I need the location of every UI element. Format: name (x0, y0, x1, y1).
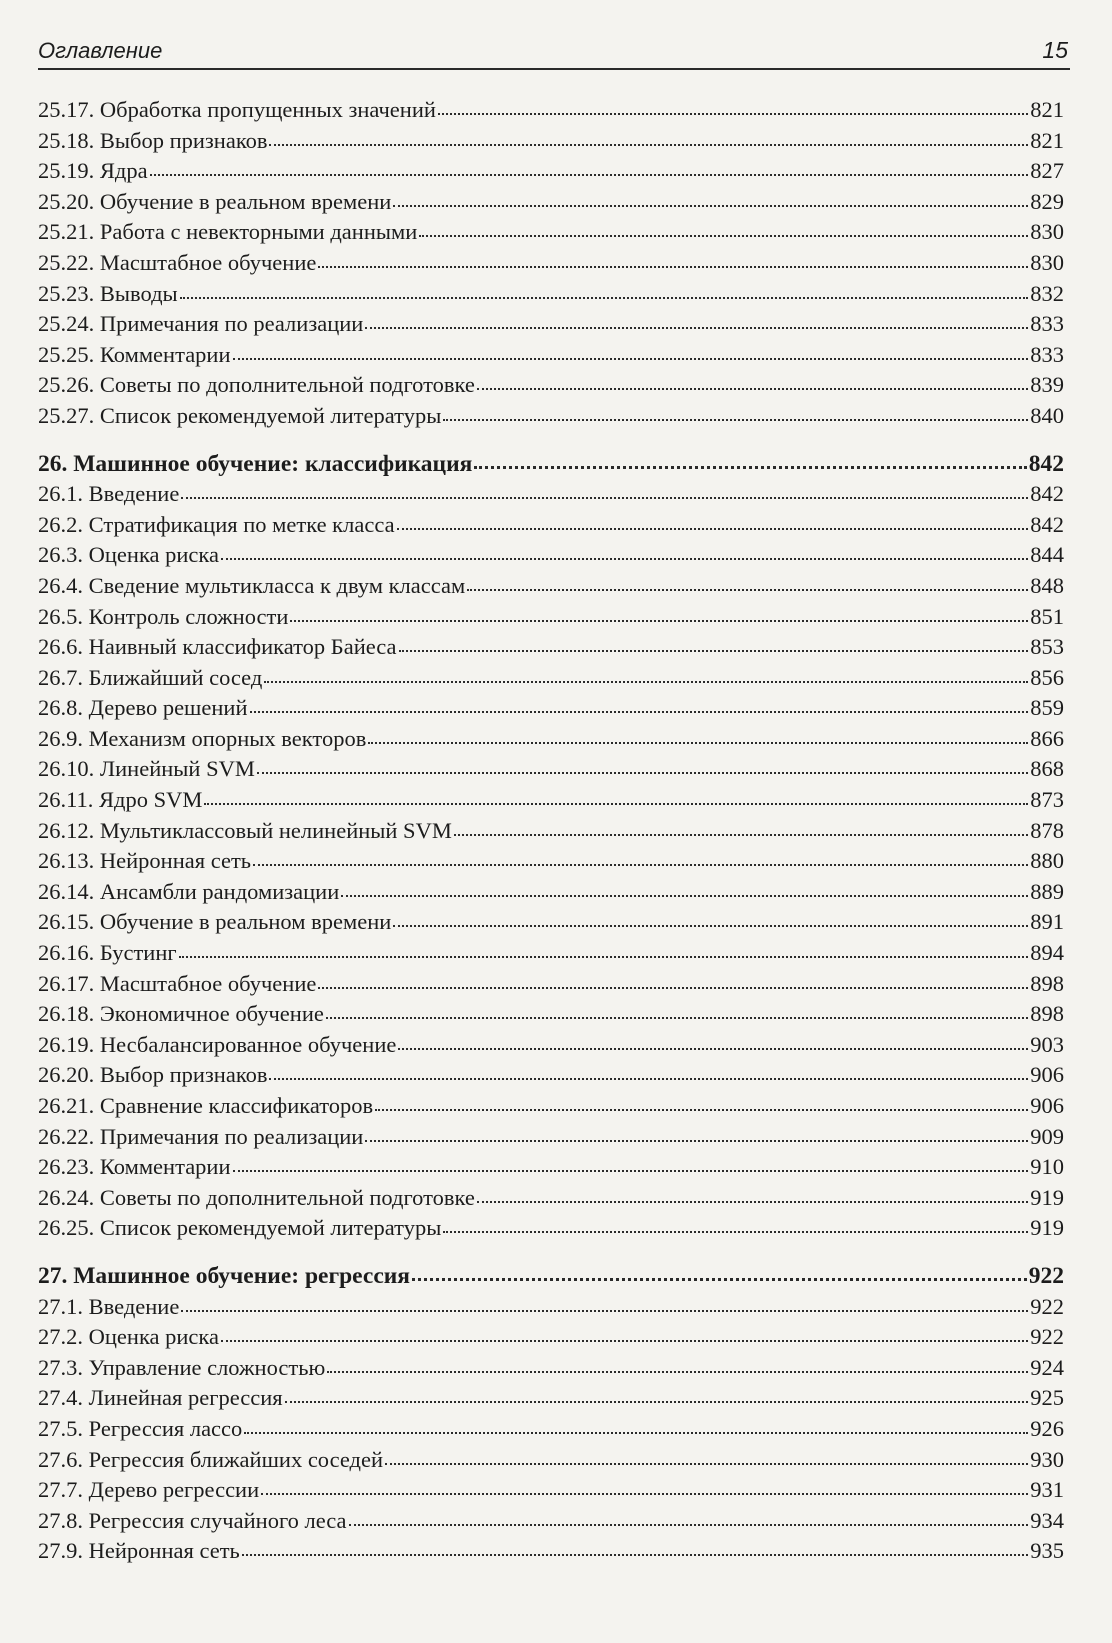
entry-title: 26.8. Дерево решений (38, 695, 248, 721)
entry-title: 26.5. Контроль сложности (38, 603, 289, 629)
toc-entry[interactable] (38, 479, 1064, 510)
toc-entry[interactable] (38, 217, 1064, 248)
dot-leader (264, 677, 1028, 683)
entry-title: 26.25. Список рекомендуемой литературы (38, 1215, 442, 1241)
dot-leader (253, 860, 1028, 866)
entry-page: 842 (1030, 511, 1064, 537)
entry-title: 26.15. Обучение в реальном времени (38, 909, 392, 935)
entry-title: 25.26. Советы по дополнительной подготовке (38, 372, 475, 398)
entry-page: 898 (1030, 1001, 1064, 1027)
entry-page: 889 (1030, 878, 1064, 904)
toc-entry[interactable] (38, 1536, 1064, 1567)
entry-page: 919 (1030, 1215, 1064, 1241)
toc-entry[interactable] (38, 540, 1064, 571)
entry-page: 924 (1030, 1354, 1064, 1380)
entry-title: 26.22. Примечания по реализации (38, 1123, 364, 1149)
entry-title: 27.1. Введение (38, 1293, 180, 1319)
entry-page: 840 (1030, 402, 1064, 428)
entry-title: 26.1. Введение (38, 481, 180, 507)
entry-title: 27.8. Регрессия случайного леса (38, 1507, 347, 1533)
table-of-contents (38, 95, 1064, 1567)
entry-page: 910 (1030, 1154, 1064, 1180)
toc-entry[interactable] (38, 1152, 1064, 1183)
dot-leader (181, 1306, 1028, 1312)
entry-title: 27.6. Регрессия ближайших соседей (38, 1446, 384, 1472)
toc-entry[interactable] (38, 370, 1064, 401)
dot-leader (365, 323, 1028, 329)
entry-page: 935 (1030, 1538, 1064, 1564)
toc-entry[interactable] (38, 571, 1064, 602)
toc-entry[interactable] (38, 969, 1064, 1000)
chapter-title: 26. Машинное обучение: классификация (38, 450, 473, 477)
entry-page: 898 (1030, 970, 1064, 996)
entry-title: 26.12. Мультиклассовый нелинейный SVM (38, 817, 452, 843)
dot-leader (398, 1044, 1028, 1050)
chapter-title: 27. Машинное обучение: регрессия (38, 1262, 411, 1289)
toc-entry[interactable] (38, 1322, 1064, 1353)
entry-title: 26.19. Несбалансированное обучение (38, 1031, 397, 1057)
entry-page: 922 (1030, 1293, 1064, 1319)
dot-leader (221, 554, 1028, 560)
entry-title: 26.6. Наивный классификатор Байеса (38, 634, 397, 660)
dot-leader (181, 493, 1028, 499)
toc-entry[interactable] (38, 632, 1064, 663)
chapter-page: 842 (1028, 450, 1064, 477)
entry-page: 827 (1030, 158, 1064, 184)
dot-leader (365, 1136, 1028, 1142)
entry-page: 891 (1030, 909, 1064, 935)
toc-entry[interactable] (38, 1383, 1064, 1414)
entry-title: 25.18. Выбор признаков (38, 127, 268, 153)
entry-title: 25.23. Выводы (38, 280, 178, 306)
toc-entry[interactable] (38, 1475, 1064, 1506)
dot-leader (244, 1428, 1028, 1434)
entry-page: 878 (1030, 817, 1064, 843)
toc-entry[interactable] (38, 1060, 1064, 1091)
entry-title: 26.4. Сведение мультикласса к двум классам (38, 572, 466, 598)
dot-leader (204, 799, 1028, 805)
toc-entry[interactable] (38, 1445, 1064, 1476)
page-number: 15 (1042, 37, 1068, 63)
dot-leader (250, 707, 1029, 713)
entry-title: 26.20. Выбор признаков (38, 1062, 268, 1088)
toc-entry[interactable] (38, 340, 1064, 371)
toc-entry[interactable] (38, 309, 1064, 340)
toc-entry[interactable] (38, 907, 1064, 938)
dot-leader (233, 1166, 1029, 1172)
entry-title: 26.23. Комментарии (38, 1154, 231, 1180)
dot-leader (318, 262, 1028, 268)
dot-leader (269, 140, 1028, 146)
entry-title: 27.9. Нейронная сеть (38, 1538, 240, 1564)
section-list-26 (38, 479, 1064, 1244)
toc-entry[interactable] (38, 938, 1064, 969)
chapter-heading-27[interactable] (38, 1261, 1064, 1292)
dot-leader (443, 1227, 1028, 1233)
entry-page: 931 (1030, 1477, 1064, 1503)
entry-title: 26.3. Оценка риска (38, 542, 219, 568)
chapter-page: 922 (1028, 1262, 1064, 1289)
toc-entry[interactable] (38, 95, 1064, 126)
dot-leader (368, 738, 1028, 744)
dot-leader (180, 293, 1029, 299)
toc-entry[interactable] (38, 1353, 1064, 1384)
dot-leader (419, 231, 1028, 237)
entry-page: 868 (1030, 756, 1064, 782)
toc-entry[interactable] (38, 1506, 1064, 1537)
dot-leader (327, 1367, 1028, 1373)
entry-title: 26.14. Ансамбли рандомизации (38, 878, 340, 904)
entry-title: 25.19. Ядра (38, 158, 148, 184)
toc-entry[interactable] (38, 248, 1064, 279)
entry-page: 919 (1030, 1184, 1064, 1210)
header-title: Оглавление (38, 38, 163, 63)
entry-page: 866 (1030, 725, 1064, 751)
entry-page: 856 (1030, 664, 1064, 690)
toc-entry[interactable] (38, 126, 1064, 157)
entry-page: 821 (1030, 127, 1064, 153)
entry-title: 27.4. Линейная регрессия (38, 1385, 283, 1411)
toc-entry[interactable] (38, 1292, 1064, 1323)
entry-title: 25.25. Комментарии (38, 341, 231, 367)
entry-page: 829 (1030, 188, 1064, 214)
dot-leader (375, 1105, 1028, 1111)
entry-page: 832 (1030, 280, 1064, 306)
toc-entry[interactable] (38, 999, 1064, 1030)
entry-page: 842 (1030, 481, 1064, 507)
entry-title: 27.2. Оценка риска (38, 1324, 219, 1350)
entry-page: 906 (1030, 1062, 1064, 1088)
entry-title: 25.21. Работа с невекторными данными (38, 219, 418, 245)
dot-leader (285, 1397, 1029, 1403)
entry-page: 903 (1030, 1031, 1064, 1057)
entry-title: 25.20. Обучение в реальном времени (38, 188, 392, 214)
entry-title: 26.17. Масштабное обучение (38, 970, 317, 996)
dot-leader (399, 646, 1029, 652)
dot-leader (393, 201, 1028, 207)
entry-title: 26.18. Экономичное обучение (38, 1001, 324, 1027)
dot-leader (474, 462, 1026, 469)
dot-leader (179, 952, 1029, 958)
entry-page: 934 (1030, 1507, 1064, 1533)
entry-title: 26.7. Ближайший сосед (38, 664, 263, 690)
entry-page: 859 (1030, 695, 1064, 721)
dot-leader (393, 921, 1028, 927)
toc-entry[interactable] (38, 279, 1064, 310)
entry-page: 925 (1030, 1385, 1064, 1411)
toc-entry[interactable] (38, 816, 1064, 847)
entry-page: 833 (1030, 341, 1064, 367)
entry-page: 930 (1030, 1446, 1064, 1472)
entry-title: 25.27. Список рекомендуемой литературы (38, 402, 442, 428)
entry-page: 926 (1030, 1415, 1064, 1441)
entry-title: 27.3. Управление сложностью (38, 1354, 326, 1380)
dot-leader (261, 1489, 1028, 1495)
dot-leader (318, 983, 1028, 989)
entry-title: 25.17. Обработка пропущенных значений (38, 97, 436, 122)
entry-title: 26.10. Линейный SVM (38, 756, 255, 782)
dot-leader (326, 1013, 1028, 1019)
entry-page: 839 (1030, 372, 1064, 398)
dot-leader (242, 1550, 1028, 1556)
dot-leader (349, 1520, 1029, 1526)
entry-title: 26.9. Механизм опорных векторов (38, 725, 367, 751)
entry-page: 848 (1030, 572, 1064, 598)
dot-leader (438, 109, 1028, 115)
toc-entry[interactable] (38, 1183, 1064, 1214)
section-list-27 (38, 1292, 1064, 1567)
dot-leader (467, 585, 1028, 591)
entry-page: 906 (1030, 1093, 1064, 1118)
section-list-25 (38, 95, 1064, 432)
dot-leader (385, 1459, 1028, 1465)
dot-leader (269, 1074, 1028, 1080)
toc-entry[interactable] (38, 1414, 1064, 1445)
chapter-heading-26[interactable] (38, 449, 1064, 480)
running-header (38, 30, 1070, 70)
toc-entry[interactable] (38, 785, 1064, 816)
toc-entry[interactable] (38, 1030, 1064, 1061)
toc-entry[interactable] (38, 663, 1064, 694)
entry-title: 25.22. Масштабное обучение (38, 249, 317, 275)
dot-leader (412, 1274, 1027, 1281)
entry-title: 26.2. Стратификация по метке класса (38, 511, 395, 537)
entry-page: 830 (1030, 219, 1064, 245)
entry-title: 27.5. Регрессия лассо (38, 1415, 243, 1441)
dot-leader (221, 1336, 1028, 1342)
entry-page: 880 (1030, 848, 1064, 874)
toc-entry[interactable] (38, 1213, 1064, 1244)
toc-entry[interactable] (38, 1091, 1064, 1122)
entry-title: 27.7. Дерево регрессии (38, 1477, 260, 1503)
entry-page: 844 (1030, 542, 1064, 568)
toc-entry[interactable] (38, 1122, 1064, 1153)
entry-page: 894 (1030, 940, 1064, 966)
toc-entry[interactable] (38, 724, 1064, 755)
toc-entry[interactable] (38, 401, 1064, 432)
toc-entry[interactable] (38, 156, 1064, 187)
entry-title: 26.24. Советы по дополнительной подготовке (38, 1184, 475, 1210)
dot-leader (443, 415, 1028, 421)
entry-page: 909 (1030, 1123, 1064, 1149)
entry-page: 833 (1030, 311, 1064, 337)
dot-leader (257, 768, 1028, 774)
dot-leader (454, 830, 1028, 836)
dot-leader (341, 891, 1028, 897)
toc-entry[interactable] (38, 693, 1064, 724)
entry-page: 873 (1030, 787, 1064, 813)
dot-leader (290, 616, 1028, 622)
entry-title: 26.16. Бустинг (38, 940, 177, 966)
toc-entry[interactable] (38, 510, 1064, 541)
entry-title: 25.24. Примечания по реализации (38, 311, 364, 337)
entry-page: 853 (1030, 634, 1064, 660)
toc-entry[interactable] (38, 602, 1064, 633)
entry-page: 922 (1030, 1324, 1064, 1350)
entry-page: 851 (1030, 603, 1064, 629)
dot-leader (477, 384, 1028, 390)
entry-page: 830 (1030, 249, 1064, 275)
toc-entry[interactable] (38, 846, 1064, 877)
dot-leader (150, 170, 1029, 176)
entry-title: 26.21. Сравнение классификаторов (38, 1093, 374, 1118)
entry-page: 821 (1030, 97, 1064, 122)
entry-title: 26.13. Нейронная сеть (38, 848, 252, 874)
toc-entry[interactable] (38, 187, 1064, 218)
dot-leader (477, 1197, 1028, 1203)
entry-title: 26.11. Ядро SVM (38, 787, 203, 813)
dot-leader (233, 354, 1029, 360)
toc-entry[interactable] (38, 877, 1064, 908)
toc-entry[interactable] (38, 754, 1064, 785)
dot-leader (397, 524, 1029, 530)
